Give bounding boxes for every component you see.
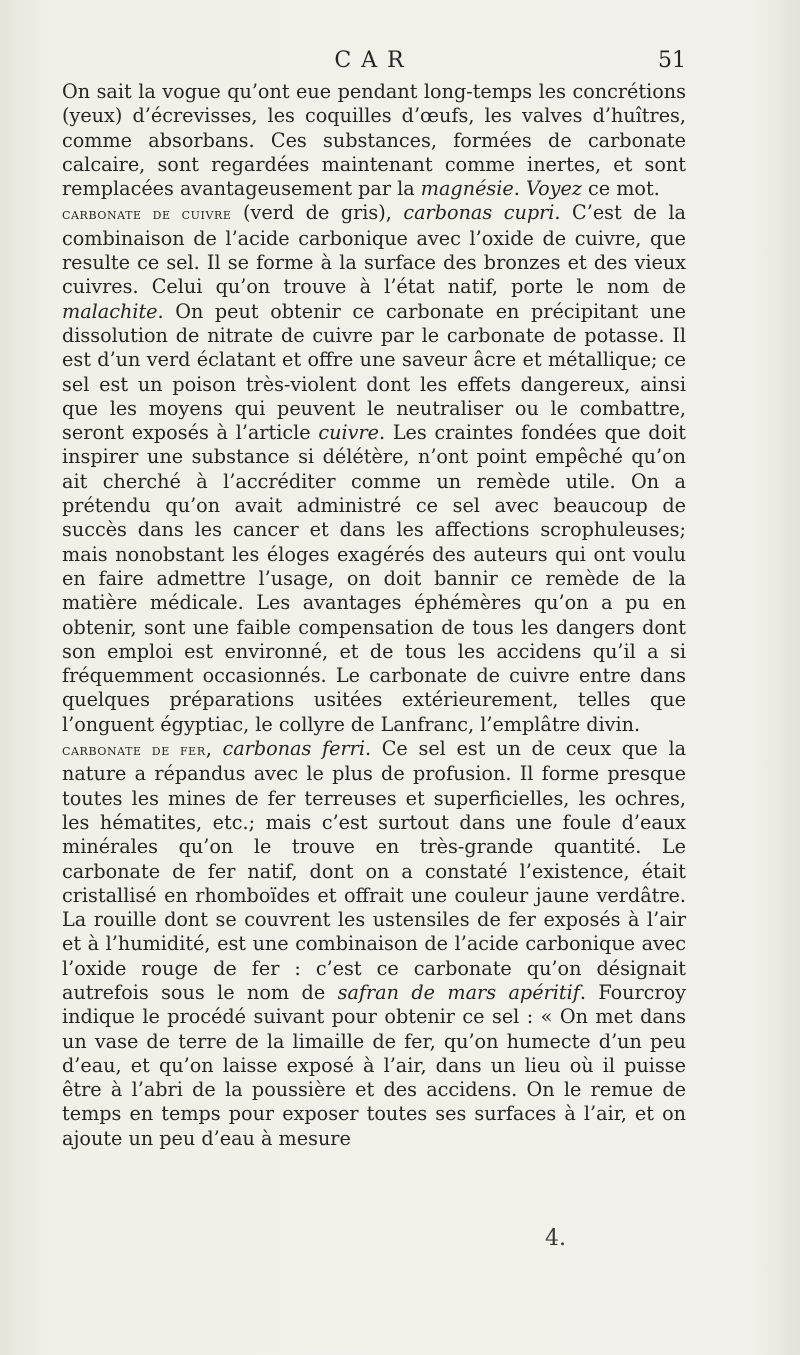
italic-term: malachite [62, 299, 158, 323]
paragraph-text: . [513, 177, 526, 201]
paragraph-absorbans [62, 80, 686, 201]
paragraph-text: . C’est de la combinaison de l’acide carbonique avec l’oxide de cuivre, que resulte ce sel. Il se forme à la surface des bronzes et des vieux cuivres. Celui qu’on trouve à l’état natif, porte le nom de [62, 201, 686, 299]
paragraph-text: . Ce sel est un de ceux que la nature a répandus avec le plus de profusion. Il forme presque toutes les mines de fer terreuses et superficielles, les ochres, les hématites, etc.; mais c’est surtout dans une foule d’eaux minérales qu’on le trouve en très-grande quantité. Le carbonate de fer natif, dont on a constaté l’existence, était cristallisé en rhomboïdes et offrait une couleur jaune verdâtre. La rouille dont se couvrent les ustensiles de fer exposés à l’air et à l’humidité, est une combinaison de l’acide carbonique avec l’oxide rouge de fer : c’est ce carbonate qu’on désignait autrefois sous le nom de [62, 737, 687, 1004]
entry-heading: carbonate de cuivre [62, 205, 232, 224]
paragraph-text: ce mot. [581, 177, 660, 201]
page-number: 51 [658, 48, 686, 73]
paragraph-text: (verd de gris), [231, 201, 404, 225]
paragraph-text: . On peut obtenir ce carbonate en précipitant une dissolution de nitrate de cuivre par le carbonate de potasse. Il est d’un verd éclatant et offre une saveur âcre et métallique; ce sel est un poison très-violent dont les effets dangereux, ainsi que les moyens qui peuvent le neutraliser ou le combattre, seront exposés à l’article [62, 299, 686, 445]
paragraph-text: , [205, 737, 223, 761]
signature-mark: 4. [545, 1226, 566, 1251]
entry-carbonate-de-fer [62, 737, 686, 1151]
paragraph-text: . Fourcroy indique le procédé suivant pour obtenir ce sel : « On met dans un vase de terre de la limaille de fer, qu’on humecte d’un peu d’eau, et qu’on laisse exposé à l’air, dans un lieu où il puisse être à l’abri de la poussière et des accidens. On le remue de temps en temps pour exposer toutes ses surfaces à l’air, et on ajoute un peu d’eau à mesure [62, 980, 686, 1150]
paragraph-text: . Les craintes fondées que doit inspirer une substance si délétère, n’ont point empêché qu’on ait cherché à l’accréditer comme un remède utile. On a prétendu qu’on avait administré ce sel avec beaucoup de succès dans les cancer et dans les affections scrophuleuses; mais nonobstant les éloges exagérés des auteurs qui ont voulu en faire admettre l’usage, on doit bannir ce remède de la matière médicale. Les avantages éphémères qu’on a pu en obtenir, sont une faible compensation de tous les dangers dont son emploi est environné, et de tous les accidens qu’il a si fréquemment occasionnés. Le carbonate de cuivre entre dans quelques préparations usitées extérieurement, telles que l’onguent égyptiac, le collyre de Lanfranc, l’emplâtre divin. [62, 421, 686, 736]
entry-carbonate-de-cuivre [62, 201, 686, 737]
latin-name: carbonas ferri [222, 737, 365, 761]
page-header [62, 48, 686, 80]
italic-cross-reference: Voyez [525, 177, 582, 201]
running-title: CAR [334, 48, 414, 73]
page-body [62, 80, 686, 1151]
italic-term: magnésie [420, 177, 514, 201]
italic-cross-reference: cuivre [318, 421, 379, 445]
latin-name: carbonas cupri [403, 201, 555, 225]
paragraph-text: On sait la vogue qu’ont eue pendant long-temps les concrétions (yeux) d’écrevisses, les coquilles d’œufs, les valves d’huîtres, comme absorbans. Ces substances, formées de carbonate calcaire, sont regardées maintenant comme inertes, et sont remplacées avantageusement par la [62, 80, 686, 201]
entry-heading: carbonate de fer [62, 741, 206, 760]
italic-term: safran de mars apéritif [337, 980, 580, 1004]
